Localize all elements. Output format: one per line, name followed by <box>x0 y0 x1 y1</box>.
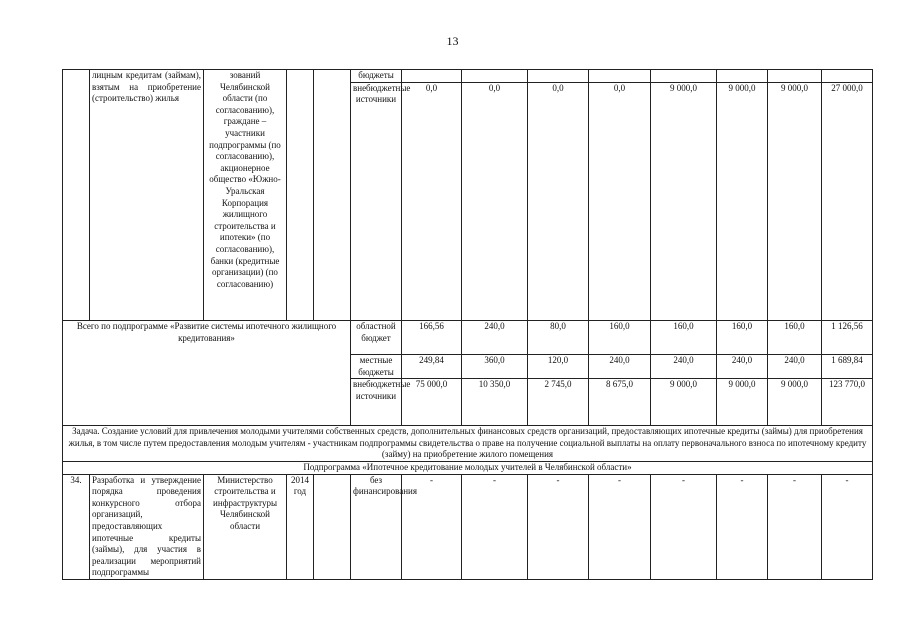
value-cell: 27 000,0 <box>822 82 873 320</box>
value-cell: - <box>651 474 717 579</box>
value-cell: - <box>768 474 822 579</box>
row-number: 34. <box>63 474 90 579</box>
value-cell: 2 745,0 <box>528 379 589 426</box>
value-cell: 0,0 <box>528 82 589 320</box>
value-cell: 240,0 <box>717 355 768 379</box>
value-cell: 9 000,0 <box>717 82 768 320</box>
value-cell: - <box>717 474 768 579</box>
value-cell: 160,0 <box>768 321 822 355</box>
value-cell: 360,0 <box>462 355 528 379</box>
measure-cell: Разработка и утверждение порядка проведения конкурсного отбора организаций, предоставляющих ипотечные кредиты (займы), для участия в реализации мероприятий подпрограммы <box>90 474 204 579</box>
table-row <box>63 426 873 462</box>
value-cell: 10 350,0 <box>462 379 528 426</box>
value-cell: 120,0 <box>528 355 589 379</box>
value-cell: 240,0 <box>651 355 717 379</box>
value-cell: 166,56 <box>402 321 462 355</box>
value-cell: 249,84 <box>402 355 462 379</box>
value-cell: - <box>589 474 651 579</box>
value-cell: 240,0 <box>768 355 822 379</box>
program-table <box>62 69 873 580</box>
value-cell: 0,0 <box>589 82 651 320</box>
value-cell: 8 675,0 <box>589 379 651 426</box>
value-cell: - <box>528 474 589 579</box>
source-cell: областной бюджет <box>351 321 402 355</box>
value-cell: 1 689,84 <box>822 355 873 379</box>
source-cell: местные бюджеты <box>351 355 402 379</box>
value-cell: 123 770,0 <box>822 379 873 426</box>
value-cell: 160,0 <box>651 321 717 355</box>
executors-cell: зований Челябинской области (по согласованию), граждане – участники подпрограммы (по согласованию), акционерное общество «Южно-Уральская Корпорация жилищного строительства и ипотеки» (по согласованию), банки (кредитные организации) (по согласованию) <box>204 70 287 321</box>
task-row: Задача. Создание условий для привлечения молодыми учителями собственных средств, дополнительных финансовых средств организаций, предоставляющих ипотечные кредиты (займы) для приобретения жилья, в том числе путем предоставления молодым учителям - участникам подпрограммы свидетельства о праве на получение социальной выплаты на оплату первоначального взноса по ипотечному кредиту (займу) на приобретение жилого помещения <box>63 426 873 462</box>
value-cell: 9 000,0 <box>651 82 717 320</box>
value-cell: - <box>402 474 462 579</box>
value-cell: 1 126,56 <box>822 321 873 355</box>
value-cell: 160,0 <box>589 321 651 355</box>
page-number: 13 <box>446 34 459 48</box>
value-cell: 9 000,0 <box>768 82 822 320</box>
source-cell: без финансирования <box>351 474 402 579</box>
value-cell: 9 000,0 <box>768 379 822 426</box>
value-cell: 75 000,0 <box>402 379 462 426</box>
source-cell: внебюджетные источники <box>351 82 402 320</box>
total-label: Всего по подпрограмме «Развитие системы ипотечного жилищного кредитования» <box>63 321 351 426</box>
source-cell: бюджеты <box>351 70 402 83</box>
value-cell: 80,0 <box>528 321 589 355</box>
subprogram-title: Подпрограмма «Ипотечное кредитование молодых учителей в Челябинской области» <box>63 461 873 474</box>
value-cell: - <box>462 474 528 579</box>
table-row <box>63 474 873 579</box>
value-cell: 160,0 <box>717 321 768 355</box>
table-row <box>63 321 873 355</box>
year-cell: 2014 год <box>287 474 314 579</box>
value-cell: 9 000,0 <box>717 379 768 426</box>
value-cell: - <box>822 474 873 579</box>
value-cell: 9 000,0 <box>651 379 717 426</box>
measure-cell: лицным кредитам (займам), взятым на приобретение (строительство) жилья <box>90 70 204 321</box>
executors-cell: Министерство строительства и инфраструктуры Челябинской области <box>204 474 287 579</box>
value-cell: 0,0 <box>462 82 528 320</box>
value-cell: 240,0 <box>589 355 651 379</box>
value-cell: 0,0 <box>402 82 462 320</box>
table-row <box>63 461 873 474</box>
table-row <box>63 70 873 83</box>
value-cell: 240,0 <box>462 321 528 355</box>
source-cell: внебюджетные источники <box>351 379 402 426</box>
